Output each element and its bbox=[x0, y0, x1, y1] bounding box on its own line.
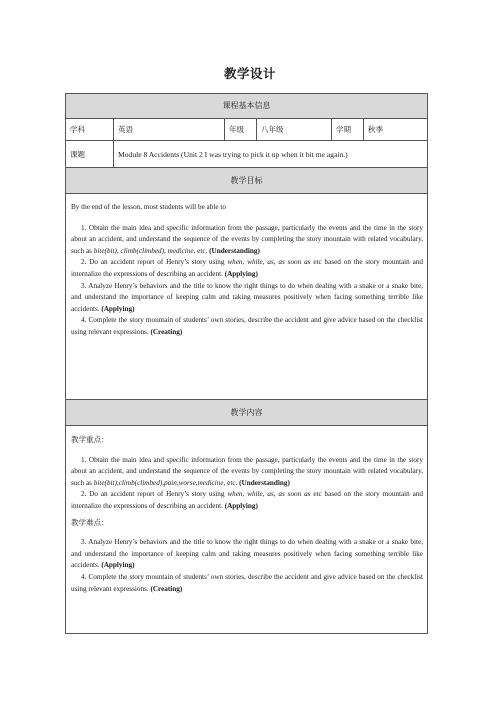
item-term: when bbox=[227, 490, 243, 499]
item-number: 4. bbox=[81, 316, 89, 325]
term-label: 学期 bbox=[332, 119, 364, 140]
item-level: (Applying) bbox=[224, 501, 258, 510]
item-term: bite(bit) bbox=[93, 246, 117, 255]
item-level: (Understanding) bbox=[209, 246, 260, 255]
item-term: worse bbox=[178, 478, 196, 487]
item-number: 3. bbox=[81, 538, 89, 547]
item-text: Complete the story mountain of students’ own stories, describe the accident and give advice based on the checklist using relevant expressions. bbox=[71, 316, 423, 336]
topic-value: Module 8 Accidents (Unit 2 I was trying to pick it up when it bit me again.) bbox=[118, 149, 348, 159]
item-term: pain bbox=[164, 478, 177, 487]
item-text: Obtain the main idea and specific information from the passage, particularly the events and the time in the story about an accident, and understand the sequence of the events by completing the story mountain with related vocabulary, such as bbox=[71, 455, 423, 487]
difficult-points-list bbox=[71, 537, 423, 595]
item-text: Analyze Henry’s behaviors and the title to know the right things to do when dealing with a snake or a snake bite, and understand the importance of keeping calm and taking measures positively when facing something terrible like accidents. bbox=[71, 281, 423, 313]
item-level: (Applying) bbox=[224, 269, 258, 278]
key-points-list bbox=[71, 455, 423, 513]
item-term: when bbox=[227, 258, 243, 267]
item-text: Obtain the main idea and specific information from the passage, particularly the events and the time in the story about an accident, and understand the sequence of the events by completing the story mountain with related vocabulary, such as bbox=[71, 223, 423, 255]
course-info-row bbox=[66, 119, 427, 141]
item-level: (Understanding) bbox=[239, 478, 290, 487]
item-level: (Creating) bbox=[150, 584, 183, 593]
list-item bbox=[71, 537, 423, 572]
list-item: 1. Obtain the main idea and specific information from the passage, particularly the events and the time in the story about an accident, and understand the sequence of the events by completing the story mountain with related vocabulary, such as bite(bit),climb(climbed),pain,worse,medicine, etc. (Understanding) bbox=[71, 455, 423, 487]
item-text: Complete the story mountain of students’ own stories, describe the accident and give advice based on the checklist using relevant expressions. bbox=[71, 572, 423, 593]
item-term: while bbox=[247, 258, 263, 267]
item-term: medicine bbox=[197, 478, 224, 487]
item-number: 1. bbox=[81, 223, 89, 232]
topic-label: 课题 bbox=[66, 141, 114, 167]
grade-value: 八年级 bbox=[257, 119, 332, 140]
item-text: , etc. bbox=[193, 246, 210, 255]
list-item: 1. Obtain the main idea and specific information from the passage, particularly the events and the time in the story about an accident, and understand the sequence of the events by completing the story mountain with related vocabulary, such as bite(bit), climb(climbed), medicine, etc. (Understanding) bbox=[71, 223, 423, 255]
document-title: 教学设计 bbox=[223, 66, 276, 81]
item-term: as bbox=[267, 258, 274, 267]
item-number: 1. bbox=[81, 455, 89, 464]
item-number: 3. bbox=[81, 281, 89, 290]
item-number: 2. bbox=[81, 490, 90, 499]
item-term: medicine bbox=[167, 246, 194, 255]
objectives-intro: By the end of the lesson, most students will be able to bbox=[71, 203, 226, 211]
item-level: (Applying) bbox=[101, 304, 135, 313]
list-item bbox=[71, 572, 423, 595]
grade-label: 年级 bbox=[225, 119, 257, 140]
objectives-list bbox=[71, 223, 423, 339]
item-term: climb(climbed) bbox=[120, 246, 165, 255]
list-item bbox=[71, 315, 423, 338]
list-item: 2. Do an accident report of Henry’s story using when, while, as, as soon as etc based on the story mountain and internalize the expressions of describing an accident. (Applying) bbox=[71, 258, 423, 278]
item-text: Do an accident report of Henry’s story using bbox=[89, 258, 228, 267]
item-term: as bbox=[267, 490, 274, 499]
item-term: climb(climbed) bbox=[118, 478, 163, 487]
item-text: etc based on the story mountain and internalize the expressions of describing an accident. bbox=[71, 258, 423, 278]
item-number: 4. bbox=[81, 572, 89, 581]
difficult-points-label: 教学难点： bbox=[71, 517, 109, 527]
list-item bbox=[71, 281, 423, 316]
item-term: while bbox=[247, 490, 263, 499]
subject-value: 英语 bbox=[114, 119, 225, 140]
subject-label: 学科 bbox=[66, 119, 114, 140]
course-info-header: 课程基本信息 bbox=[66, 94, 427, 119]
key-points-label: 教学重点： bbox=[71, 435, 109, 444]
item-level: (Creating) bbox=[150, 327, 183, 336]
list-item: 2. Do an accident report of Henry’s story using when, while, as, as soon as etc based on the story mountain and internalize the expressions of describing an accident. (Applying) bbox=[71, 490, 423, 510]
item-term: as soon as bbox=[278, 490, 311, 499]
item-number: 2. bbox=[81, 258, 90, 267]
item-text: , etc. bbox=[223, 478, 240, 487]
item-text: Do an accident report of Henry’s story using bbox=[89, 490, 228, 499]
item-term: bite(bit) bbox=[93, 478, 117, 487]
item-level: (Applying) bbox=[101, 561, 135, 570]
item-text: Analyze Henry’s behaviors and the title to know the right things to do when dealing with a snake or a snake bite, and understand the importance of keeping calm and taking measures positively when facing something terrible like accidents. bbox=[71, 538, 423, 570]
content-section bbox=[66, 426, 427, 635]
term-value: 秋季 bbox=[368, 125, 383, 134]
topic-row bbox=[66, 141, 427, 168]
objectives-header: 教学目标 bbox=[66, 168, 427, 194]
objectives-section bbox=[66, 194, 427, 400]
item-text: etc based on the story mountain and internalize the expressions of describing an accident. bbox=[71, 490, 423, 510]
item-term: as soon as bbox=[278, 258, 311, 267]
lesson-plan-table bbox=[65, 93, 428, 634]
content-header: 教学内容 bbox=[66, 400, 427, 426]
